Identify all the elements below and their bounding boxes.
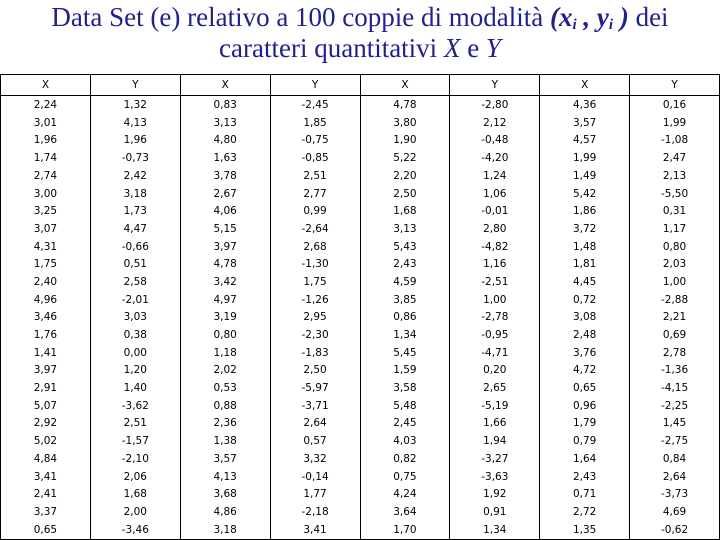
table-cell-y: 0,57 bbox=[270, 432, 360, 450]
table-cell-y: 1,32 bbox=[90, 96, 180, 114]
table-cell-x: 5,42 bbox=[540, 185, 630, 203]
table-cell-y: 2,95 bbox=[270, 309, 360, 327]
table-cell-y: -2,10 bbox=[90, 450, 180, 468]
table-cell-y: -3,71 bbox=[270, 397, 360, 415]
table-cell-y: -3,62 bbox=[90, 397, 180, 415]
table-cell-y: -0,01 bbox=[450, 202, 540, 220]
table-cell-y: -3,63 bbox=[450, 468, 540, 486]
title-line2-prefix: caratteri quantitativi bbox=[219, 33, 444, 63]
title-pair-close: ) bbox=[613, 2, 629, 32]
table-cell-x: 1,41 bbox=[1, 344, 91, 362]
table-cell-x: 3,57 bbox=[180, 450, 270, 468]
table-row bbox=[1, 238, 720, 256]
table-cell-y: -0,73 bbox=[90, 149, 180, 167]
table-cell-x: 3,41 bbox=[1, 468, 91, 486]
table-cell-y: -2,30 bbox=[270, 326, 360, 344]
table-cell-x: 4,06 bbox=[180, 202, 270, 220]
table-cell-y: 1,92 bbox=[450, 485, 540, 503]
table-cell-y: -5,50 bbox=[630, 185, 720, 203]
table-row bbox=[1, 379, 720, 397]
table-row bbox=[1, 255, 720, 273]
table-cell-x: 2,43 bbox=[360, 255, 450, 273]
table-cell-y: 0,38 bbox=[90, 326, 180, 344]
table-cell-x: 0,80 bbox=[180, 326, 270, 344]
table-cell-y: 2,64 bbox=[630, 468, 720, 486]
title-prefix: Data Set (e) relativo a 100 coppie di modalità bbox=[51, 2, 550, 32]
column-header-x: X bbox=[360, 75, 450, 96]
table-cell-x: 2,41 bbox=[1, 485, 91, 503]
table-cell-x: 3,85 bbox=[360, 291, 450, 309]
table-row bbox=[1, 167, 720, 185]
table-cell-x: 1,70 bbox=[360, 521, 450, 540]
column-header-y: Y bbox=[270, 75, 360, 96]
table-cell-x: 0,72 bbox=[540, 291, 630, 309]
table-cell-x: 1,81 bbox=[540, 255, 630, 273]
table-cell-x: 4,72 bbox=[540, 362, 630, 380]
table-row bbox=[1, 132, 720, 150]
table-cell-y: -2,45 bbox=[270, 96, 360, 114]
table-cell-y: -1,36 bbox=[630, 362, 720, 380]
table-cell-y: 2,64 bbox=[270, 415, 360, 433]
table-cell-x: 3,80 bbox=[360, 114, 450, 132]
table-cell-y: -0,66 bbox=[90, 238, 180, 256]
title-pair-open: (x bbox=[550, 2, 573, 32]
table-cell-y: 1,00 bbox=[630, 273, 720, 291]
table-cell-x: 4,31 bbox=[1, 238, 91, 256]
table-cell-x: 2,36 bbox=[180, 415, 270, 433]
table-cell-y: 0,91 bbox=[450, 503, 540, 521]
table-cell-x: 3,78 bbox=[180, 167, 270, 185]
table-cell-y: -2,78 bbox=[450, 309, 540, 327]
table-row bbox=[1, 202, 720, 220]
table-row bbox=[1, 432, 720, 450]
table-row bbox=[1, 450, 720, 468]
table-cell-x: 3,19 bbox=[180, 309, 270, 327]
table-cell-y: 1,66 bbox=[450, 415, 540, 433]
table-cell-x: 3,08 bbox=[540, 309, 630, 327]
table-cell-x: 2,91 bbox=[1, 379, 91, 397]
table-cell-y: 2,68 bbox=[270, 238, 360, 256]
table-cell-y: 3,41 bbox=[270, 521, 360, 540]
table-cell-x: 3,76 bbox=[540, 344, 630, 362]
table-cell-x: 4,96 bbox=[1, 291, 91, 309]
table-cell-y: -0,14 bbox=[270, 468, 360, 486]
table-cell-x: 4,24 bbox=[360, 485, 450, 503]
table-cell-y: 1,00 bbox=[450, 291, 540, 309]
table-cell-y: -1,26 bbox=[270, 291, 360, 309]
table-cell-x: 3,13 bbox=[360, 220, 450, 238]
table-row bbox=[1, 415, 720, 433]
page-title bbox=[0, 2, 720, 64]
title-var-y: Y bbox=[485, 33, 501, 63]
table-cell-x: 2,48 bbox=[540, 326, 630, 344]
header-row bbox=[1, 75, 720, 96]
table-cell-y: -2,51 bbox=[450, 273, 540, 291]
table-cell-y: 0,00 bbox=[90, 344, 180, 362]
table-cell-x: 3,46 bbox=[1, 309, 91, 327]
table-cell-x: 2,72 bbox=[540, 503, 630, 521]
table-cell-x: 3,01 bbox=[1, 114, 91, 132]
table-cell-y: 3,32 bbox=[270, 450, 360, 468]
table-cell-y: 1,16 bbox=[450, 255, 540, 273]
table-cell-y: -2,01 bbox=[90, 291, 180, 309]
table-cell-y: 0,31 bbox=[630, 202, 720, 220]
table-cell-x: 3,58 bbox=[360, 379, 450, 397]
table-cell-y: 2,13 bbox=[630, 167, 720, 185]
table-cell-y: -2,18 bbox=[270, 503, 360, 521]
table-cell-x: 0,79 bbox=[540, 432, 630, 450]
table-row bbox=[1, 220, 720, 238]
table-cell-x: 1,48 bbox=[540, 238, 630, 256]
table-cell-x: 5,07 bbox=[1, 397, 91, 415]
table-cell-y: 0,69 bbox=[630, 326, 720, 344]
table-cell-x: 2,40 bbox=[1, 273, 91, 291]
table-cell-y: 2,58 bbox=[90, 273, 180, 291]
table-cell-x: 0,82 bbox=[360, 450, 450, 468]
title-line-1 bbox=[0, 2, 720, 33]
table-cell-x: 4,03 bbox=[360, 432, 450, 450]
table-cell-x: 3,57 bbox=[540, 114, 630, 132]
table-cell-x: 1,59 bbox=[360, 362, 450, 380]
table-cell-x: 1,90 bbox=[360, 132, 450, 150]
table-cell-x: 4,59 bbox=[360, 273, 450, 291]
table-cell-y: 2,50 bbox=[270, 362, 360, 380]
table-cell-y: 4,47 bbox=[90, 220, 180, 238]
table-cell-y: -4,71 bbox=[450, 344, 540, 362]
table-cell-y: -0,85 bbox=[270, 149, 360, 167]
table-row bbox=[1, 185, 720, 203]
table-cell-y: -0,62 bbox=[630, 521, 720, 540]
table-row bbox=[1, 309, 720, 327]
table-cell-x: 4,78 bbox=[180, 255, 270, 273]
table-cell-x: 4,57 bbox=[540, 132, 630, 150]
table-cell-x: 3,37 bbox=[1, 503, 91, 521]
table-row bbox=[1, 503, 720, 521]
table-cell-x: 1,76 bbox=[1, 326, 91, 344]
table-cell-x: 1,68 bbox=[360, 202, 450, 220]
table-cell-y: -4,20 bbox=[450, 149, 540, 167]
table-row bbox=[1, 485, 720, 503]
table-cell-y: -2,80 bbox=[450, 96, 540, 114]
table-row bbox=[1, 273, 720, 291]
table-cell-y: -4,15 bbox=[630, 379, 720, 397]
table-cell-y: -2,64 bbox=[270, 220, 360, 238]
table-cell-x: 1,38 bbox=[180, 432, 270, 450]
table-cell-x: 0,71 bbox=[540, 485, 630, 503]
table-cell-x: 5,45 bbox=[360, 344, 450, 362]
table-cell-y: 1,24 bbox=[450, 167, 540, 185]
table-cell-y: 4,13 bbox=[90, 114, 180, 132]
table-cell-y: -1,08 bbox=[630, 132, 720, 150]
table-cell-x: 2,02 bbox=[180, 362, 270, 380]
table-cell-y: -3,46 bbox=[90, 521, 180, 540]
table-cell-x: 4,13 bbox=[180, 468, 270, 486]
column-header-x: X bbox=[180, 75, 270, 96]
table-cell-x: 4,36 bbox=[540, 96, 630, 114]
table-cell-y: -0,48 bbox=[450, 132, 540, 150]
table-cell-x: 0,65 bbox=[1, 521, 91, 540]
table-cell-y: 1,68 bbox=[90, 485, 180, 503]
title-conj: e bbox=[460, 33, 486, 63]
table-cell-y: -4,82 bbox=[450, 238, 540, 256]
table-cell-y: 1,94 bbox=[450, 432, 540, 450]
table-row bbox=[1, 326, 720, 344]
table-cell-x: 1,86 bbox=[540, 202, 630, 220]
table-cell-x: 3,97 bbox=[180, 238, 270, 256]
title-subscript-2: i bbox=[608, 17, 614, 33]
table-cell-y: -1,57 bbox=[90, 432, 180, 450]
table-cell-y: 2,21 bbox=[630, 309, 720, 327]
table-cell-x: 1,99 bbox=[540, 149, 630, 167]
table-cell-y: 2,03 bbox=[630, 255, 720, 273]
table-cell-y: 1,34 bbox=[450, 521, 540, 540]
table-cell-y: 0,99 bbox=[270, 202, 360, 220]
table-cell-x: 2,92 bbox=[1, 415, 91, 433]
table-cell-x: 3,00 bbox=[1, 185, 91, 203]
table-cell-x: 4,84 bbox=[1, 450, 91, 468]
table-cell-x: 2,24 bbox=[1, 96, 91, 114]
table-cell-x: 4,97 bbox=[180, 291, 270, 309]
table-cell-x: 2,74 bbox=[1, 167, 91, 185]
table-cell-x: 0,53 bbox=[180, 379, 270, 397]
table-cell-y: 2,00 bbox=[90, 503, 180, 521]
table-cell-y: 1,77 bbox=[270, 485, 360, 503]
table-cell-y: -5,97 bbox=[270, 379, 360, 397]
table-cell-y: 3,18 bbox=[90, 185, 180, 203]
table-cell-y: 2,77 bbox=[270, 185, 360, 203]
table-cell-y: -1,30 bbox=[270, 255, 360, 273]
table-cell-x: 5,15 bbox=[180, 220, 270, 238]
table-row bbox=[1, 344, 720, 362]
column-header-x: X bbox=[540, 75, 630, 96]
table-cell-y: 0,84 bbox=[630, 450, 720, 468]
table-cell-x: 0,65 bbox=[540, 379, 630, 397]
table-cell-x: 0,96 bbox=[540, 397, 630, 415]
table-cell-y: -3,27 bbox=[450, 450, 540, 468]
table-cell-x: 5,02 bbox=[1, 432, 91, 450]
table-cell-y: 2,78 bbox=[630, 344, 720, 362]
table-cell-x: 1,75 bbox=[1, 255, 91, 273]
table-cell-y: 1,40 bbox=[90, 379, 180, 397]
table-cell-x: 4,80 bbox=[180, 132, 270, 150]
table-cell-x: 2,43 bbox=[540, 468, 630, 486]
table-row bbox=[1, 291, 720, 309]
table-cell-x: 4,86 bbox=[180, 503, 270, 521]
title-line-2 bbox=[0, 33, 720, 64]
table-cell-x: 2,20 bbox=[360, 167, 450, 185]
table-body bbox=[1, 96, 720, 540]
table-cell-y: 1,20 bbox=[90, 362, 180, 380]
table-cell-y: -5,19 bbox=[450, 397, 540, 415]
table-cell-y: 2,80 bbox=[450, 220, 540, 238]
table-row bbox=[1, 468, 720, 486]
table-cell-x: 4,78 bbox=[360, 96, 450, 114]
table-cell-y: 1,17 bbox=[630, 220, 720, 238]
table-cell-x: 0,83 bbox=[180, 96, 270, 114]
table-cell-y: 0,20 bbox=[450, 362, 540, 380]
table-cell-y: 1,75 bbox=[270, 273, 360, 291]
table-row bbox=[1, 397, 720, 415]
table-row bbox=[1, 114, 720, 132]
table-cell-x: 5,43 bbox=[360, 238, 450, 256]
table-cell-x: 1,79 bbox=[540, 415, 630, 433]
column-header-y: Y bbox=[450, 75, 540, 96]
table-cell-y: 1,96 bbox=[90, 132, 180, 150]
table-cell-x: 1,18 bbox=[180, 344, 270, 362]
table-cell-x: 1,49 bbox=[540, 167, 630, 185]
table-cell-x: 4,45 bbox=[540, 273, 630, 291]
table-cell-y: 2,06 bbox=[90, 468, 180, 486]
title-subscript-1: i bbox=[572, 17, 577, 33]
table-cell-y: 0,80 bbox=[630, 238, 720, 256]
table-cell-x: 0,86 bbox=[360, 309, 450, 327]
table-cell-x: 3,64 bbox=[360, 503, 450, 521]
table-row bbox=[1, 362, 720, 380]
table-cell-x: 1,63 bbox=[180, 149, 270, 167]
table-row bbox=[1, 521, 720, 540]
column-header-x: X bbox=[1, 75, 91, 96]
table-cell-x: 1,64 bbox=[540, 450, 630, 468]
table-cell-y: -3,73 bbox=[630, 485, 720, 503]
table-cell-x: 1,35 bbox=[540, 521, 630, 540]
table-cell-x: 3,25 bbox=[1, 202, 91, 220]
table-cell-y: 2,65 bbox=[450, 379, 540, 397]
column-header-y: Y bbox=[90, 75, 180, 96]
table-cell-x: 3,07 bbox=[1, 220, 91, 238]
table-cell-x: 5,48 bbox=[360, 397, 450, 415]
table-cell-y: -2,75 bbox=[630, 432, 720, 450]
table-cell-y: 1,06 bbox=[450, 185, 540, 203]
table-row bbox=[1, 96, 720, 114]
table-cell-y: -1,83 bbox=[270, 344, 360, 362]
table-cell-x: 1,96 bbox=[1, 132, 91, 150]
table-cell-y: 3,03 bbox=[90, 309, 180, 327]
table-cell-y: 1,99 bbox=[630, 114, 720, 132]
column-header-y: Y bbox=[630, 75, 720, 96]
table-cell-y: 4,69 bbox=[630, 503, 720, 521]
title-var-x: X bbox=[443, 33, 461, 63]
table-cell-y: -0,75 bbox=[270, 132, 360, 150]
table-cell-x: 1,74 bbox=[1, 149, 91, 167]
table-cell-x: 1,34 bbox=[360, 326, 450, 344]
table-cell-y: 2,42 bbox=[90, 167, 180, 185]
table-cell-x: 5,22 bbox=[360, 149, 450, 167]
table-cell-x: 2,67 bbox=[180, 185, 270, 203]
title-pair-comma: , y bbox=[576, 2, 609, 32]
table-cell-x: 0,88 bbox=[180, 397, 270, 415]
table-cell-y: 0,51 bbox=[90, 255, 180, 273]
title-suffix: dei bbox=[628, 2, 669, 32]
table-cell-x: 3,42 bbox=[180, 273, 270, 291]
table-cell-x: 2,50 bbox=[360, 185, 450, 203]
table-cell-x: 2,45 bbox=[360, 415, 450, 433]
table-cell-y: 2,47 bbox=[630, 149, 720, 167]
table-cell-x: 3,68 bbox=[180, 485, 270, 503]
table-cell-y: -2,88 bbox=[630, 291, 720, 309]
table-cell-y: 0,16 bbox=[630, 96, 720, 114]
data-table bbox=[0, 74, 720, 540]
table-cell-x: 0,75 bbox=[360, 468, 450, 486]
table-cell-y: -0,95 bbox=[450, 326, 540, 344]
table-cell-y: 2,51 bbox=[270, 167, 360, 185]
table-cell-y: 2,51 bbox=[90, 415, 180, 433]
table-cell-x: 3,18 bbox=[180, 521, 270, 540]
table-cell-x: 3,72 bbox=[540, 220, 630, 238]
table-row bbox=[1, 149, 720, 167]
table-cell-x: 3,13 bbox=[180, 114, 270, 132]
table-cell-y: 1,45 bbox=[630, 415, 720, 433]
table-cell-y: 1,85 bbox=[270, 114, 360, 132]
table-cell-y: 1,73 bbox=[90, 202, 180, 220]
table-cell-y: 2,12 bbox=[450, 114, 540, 132]
table-cell-x: 3,97 bbox=[1, 362, 91, 380]
table-cell-y: -2,25 bbox=[630, 397, 720, 415]
